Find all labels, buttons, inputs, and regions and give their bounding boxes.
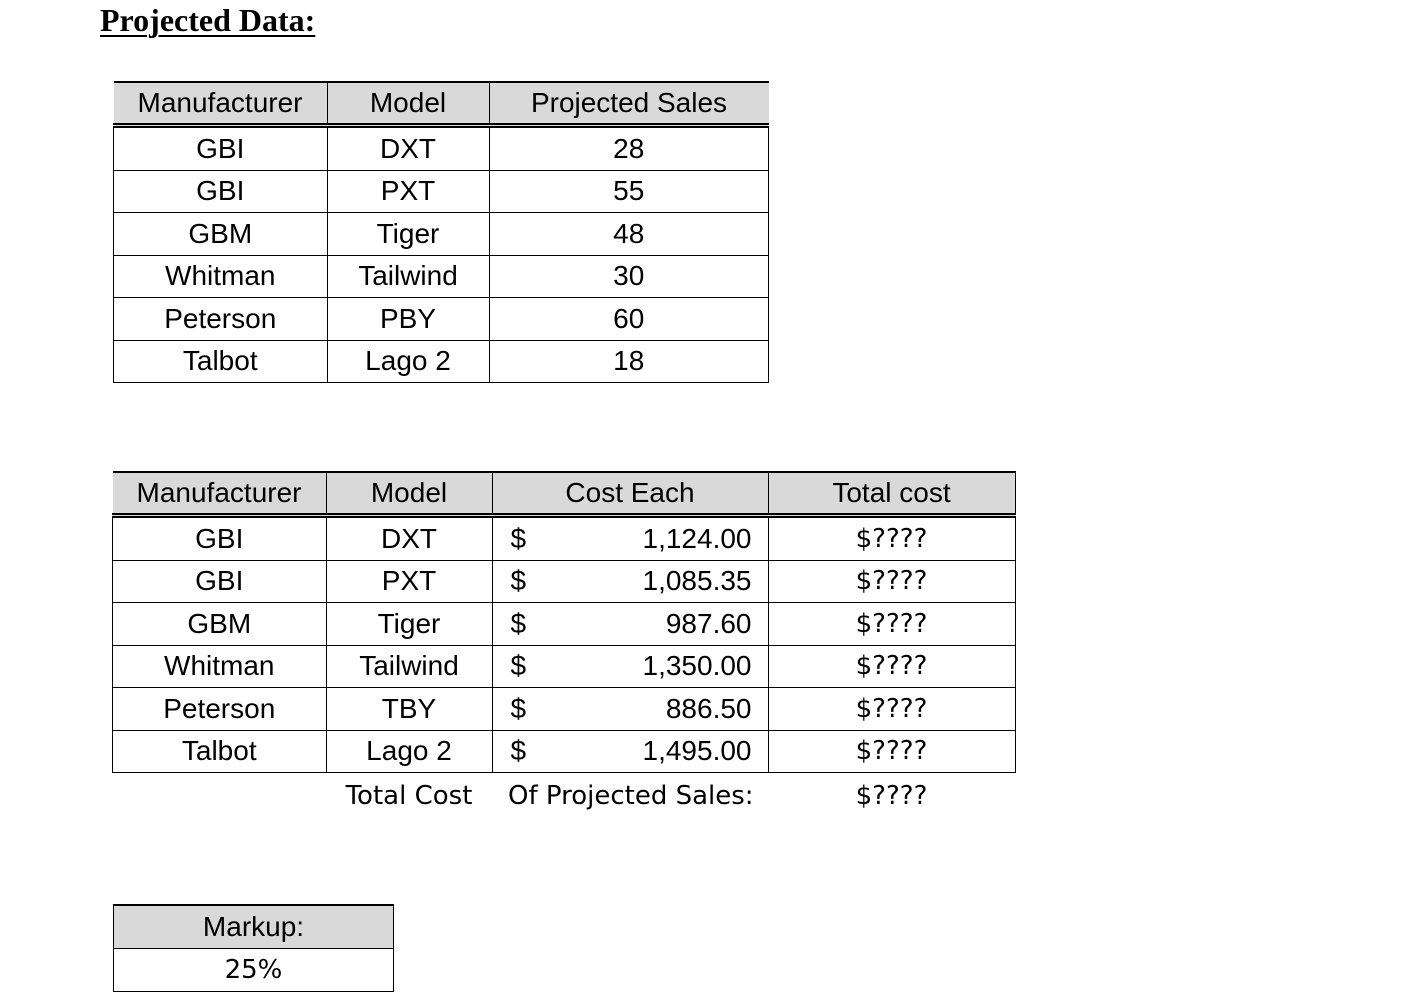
cell-projected-sales: 18 <box>489 340 769 383</box>
table-row <box>114 949 394 992</box>
cell-total-cost: $???? <box>768 645 1015 688</box>
table-row <box>113 730 1016 773</box>
currency-symbol: $ <box>510 735 527 767</box>
cell-manufacturer: Peterson <box>113 688 327 731</box>
header-manufacturer: Manufacturer <box>113 472 327 516</box>
cell-manufacturer: Peterson <box>114 298 328 341</box>
table-row <box>113 645 1016 688</box>
cell-model: PXT <box>327 170 489 213</box>
cell-model: PXT <box>326 560 492 603</box>
cell-cost-each <box>492 560 768 603</box>
cell-manufacturer: GBM <box>114 213 328 256</box>
cell-manufacturer: Whitman <box>113 645 327 688</box>
cell-manufacturer: GBI <box>113 516 327 561</box>
header-model: Model <box>326 472 492 516</box>
cell-model: Tailwind <box>327 255 489 298</box>
cost-each-value: 987.60 <box>665 607 752 639</box>
table-header-row <box>114 82 769 126</box>
markup-label: Markup: <box>114 905 394 949</box>
header-model: Model <box>327 82 489 126</box>
table-row <box>113 560 1016 603</box>
markup-value: 25% <box>114 949 394 992</box>
cell-model: Lago 2 <box>327 340 489 383</box>
table-row <box>114 255 769 298</box>
cell-manufacturer: GBI <box>114 170 328 213</box>
table-header-row <box>113 472 1016 516</box>
cell-total-cost: $???? <box>768 688 1015 731</box>
cell-projected-sales: 28 <box>489 126 769 171</box>
cell-manufacturer: GBI <box>113 560 327 603</box>
page-title: Projected Data: <box>100 2 316 38</box>
summary-row <box>113 773 1016 820</box>
cell-model: DXT <box>327 126 489 171</box>
cell-model: DXT <box>326 516 492 561</box>
cell-cost-each <box>492 688 768 731</box>
cell-projected-sales: 48 <box>489 213 769 256</box>
cell-model: Tiger <box>327 213 489 256</box>
header-total-cost: Total cost <box>768 472 1015 516</box>
cell-model: Tailwind <box>326 645 492 688</box>
cell-projected-sales: 60 <box>489 298 769 341</box>
cost-each-value: 1,124.00 <box>642 522 752 554</box>
currency-symbol: $ <box>510 522 527 554</box>
cell-manufacturer: GBI <box>114 126 328 171</box>
cell-model: Tiger <box>326 603 492 646</box>
header-manufacturer: Manufacturer <box>114 82 328 126</box>
cell-manufacturer: Talbot <box>114 340 328 383</box>
summary-label-projected-sales: Of Projected Sales: <box>508 781 754 811</box>
cost-each-value: 1,495.00 <box>642 735 752 767</box>
cell-manufacturer: Whitman <box>114 255 328 298</box>
currency-symbol: $ <box>510 650 527 682</box>
cell-cost-each <box>492 603 768 646</box>
cell-manufacturer: Talbot <box>113 730 327 773</box>
cost-each-value: 886.50 <box>665 692 752 724</box>
currency-symbol: $ <box>510 692 527 724</box>
table-row <box>113 603 1016 646</box>
currency-symbol: $ <box>510 607 527 639</box>
table-row <box>113 516 1016 561</box>
projected-sales-table <box>113 81 769 383</box>
table-row <box>114 213 769 256</box>
currency-symbol: $ <box>510 565 527 597</box>
cell-cost-each <box>492 730 768 773</box>
cell-model: TBY <box>326 688 492 731</box>
table-row <box>114 298 769 341</box>
summary-total-value: $???? <box>855 781 928 811</box>
table-header-row <box>114 905 394 949</box>
header-cost-each: Cost Each <box>492 472 768 516</box>
table-row <box>114 170 769 213</box>
table-row <box>113 688 1016 731</box>
cell-projected-sales: 55 <box>489 170 769 213</box>
cell-total-cost: $???? <box>768 516 1015 561</box>
cell-cost-each <box>492 516 768 561</box>
cell-model: PBY <box>327 298 489 341</box>
cost-each-value: 1,350.00 <box>642 650 752 682</box>
cell-model: Lago 2 <box>326 730 492 773</box>
cell-total-cost: $???? <box>768 603 1015 646</box>
cost-each-value: 1,085.35 <box>642 565 752 597</box>
cell-total-cost: $???? <box>768 560 1015 603</box>
header-projected-sales: Projected Sales <box>489 82 769 126</box>
markup-table <box>113 904 394 992</box>
table-row <box>114 126 769 171</box>
summary-empty-cell <box>113 773 327 820</box>
table-row <box>114 340 769 383</box>
cell-cost-each <box>492 645 768 688</box>
cell-total-cost: $???? <box>768 730 1015 773</box>
cost-table <box>112 471 1016 819</box>
cell-projected-sales: 30 <box>489 255 769 298</box>
summary-label-total-cost: Total Cost <box>345 781 473 811</box>
cell-manufacturer: GBM <box>113 603 327 646</box>
